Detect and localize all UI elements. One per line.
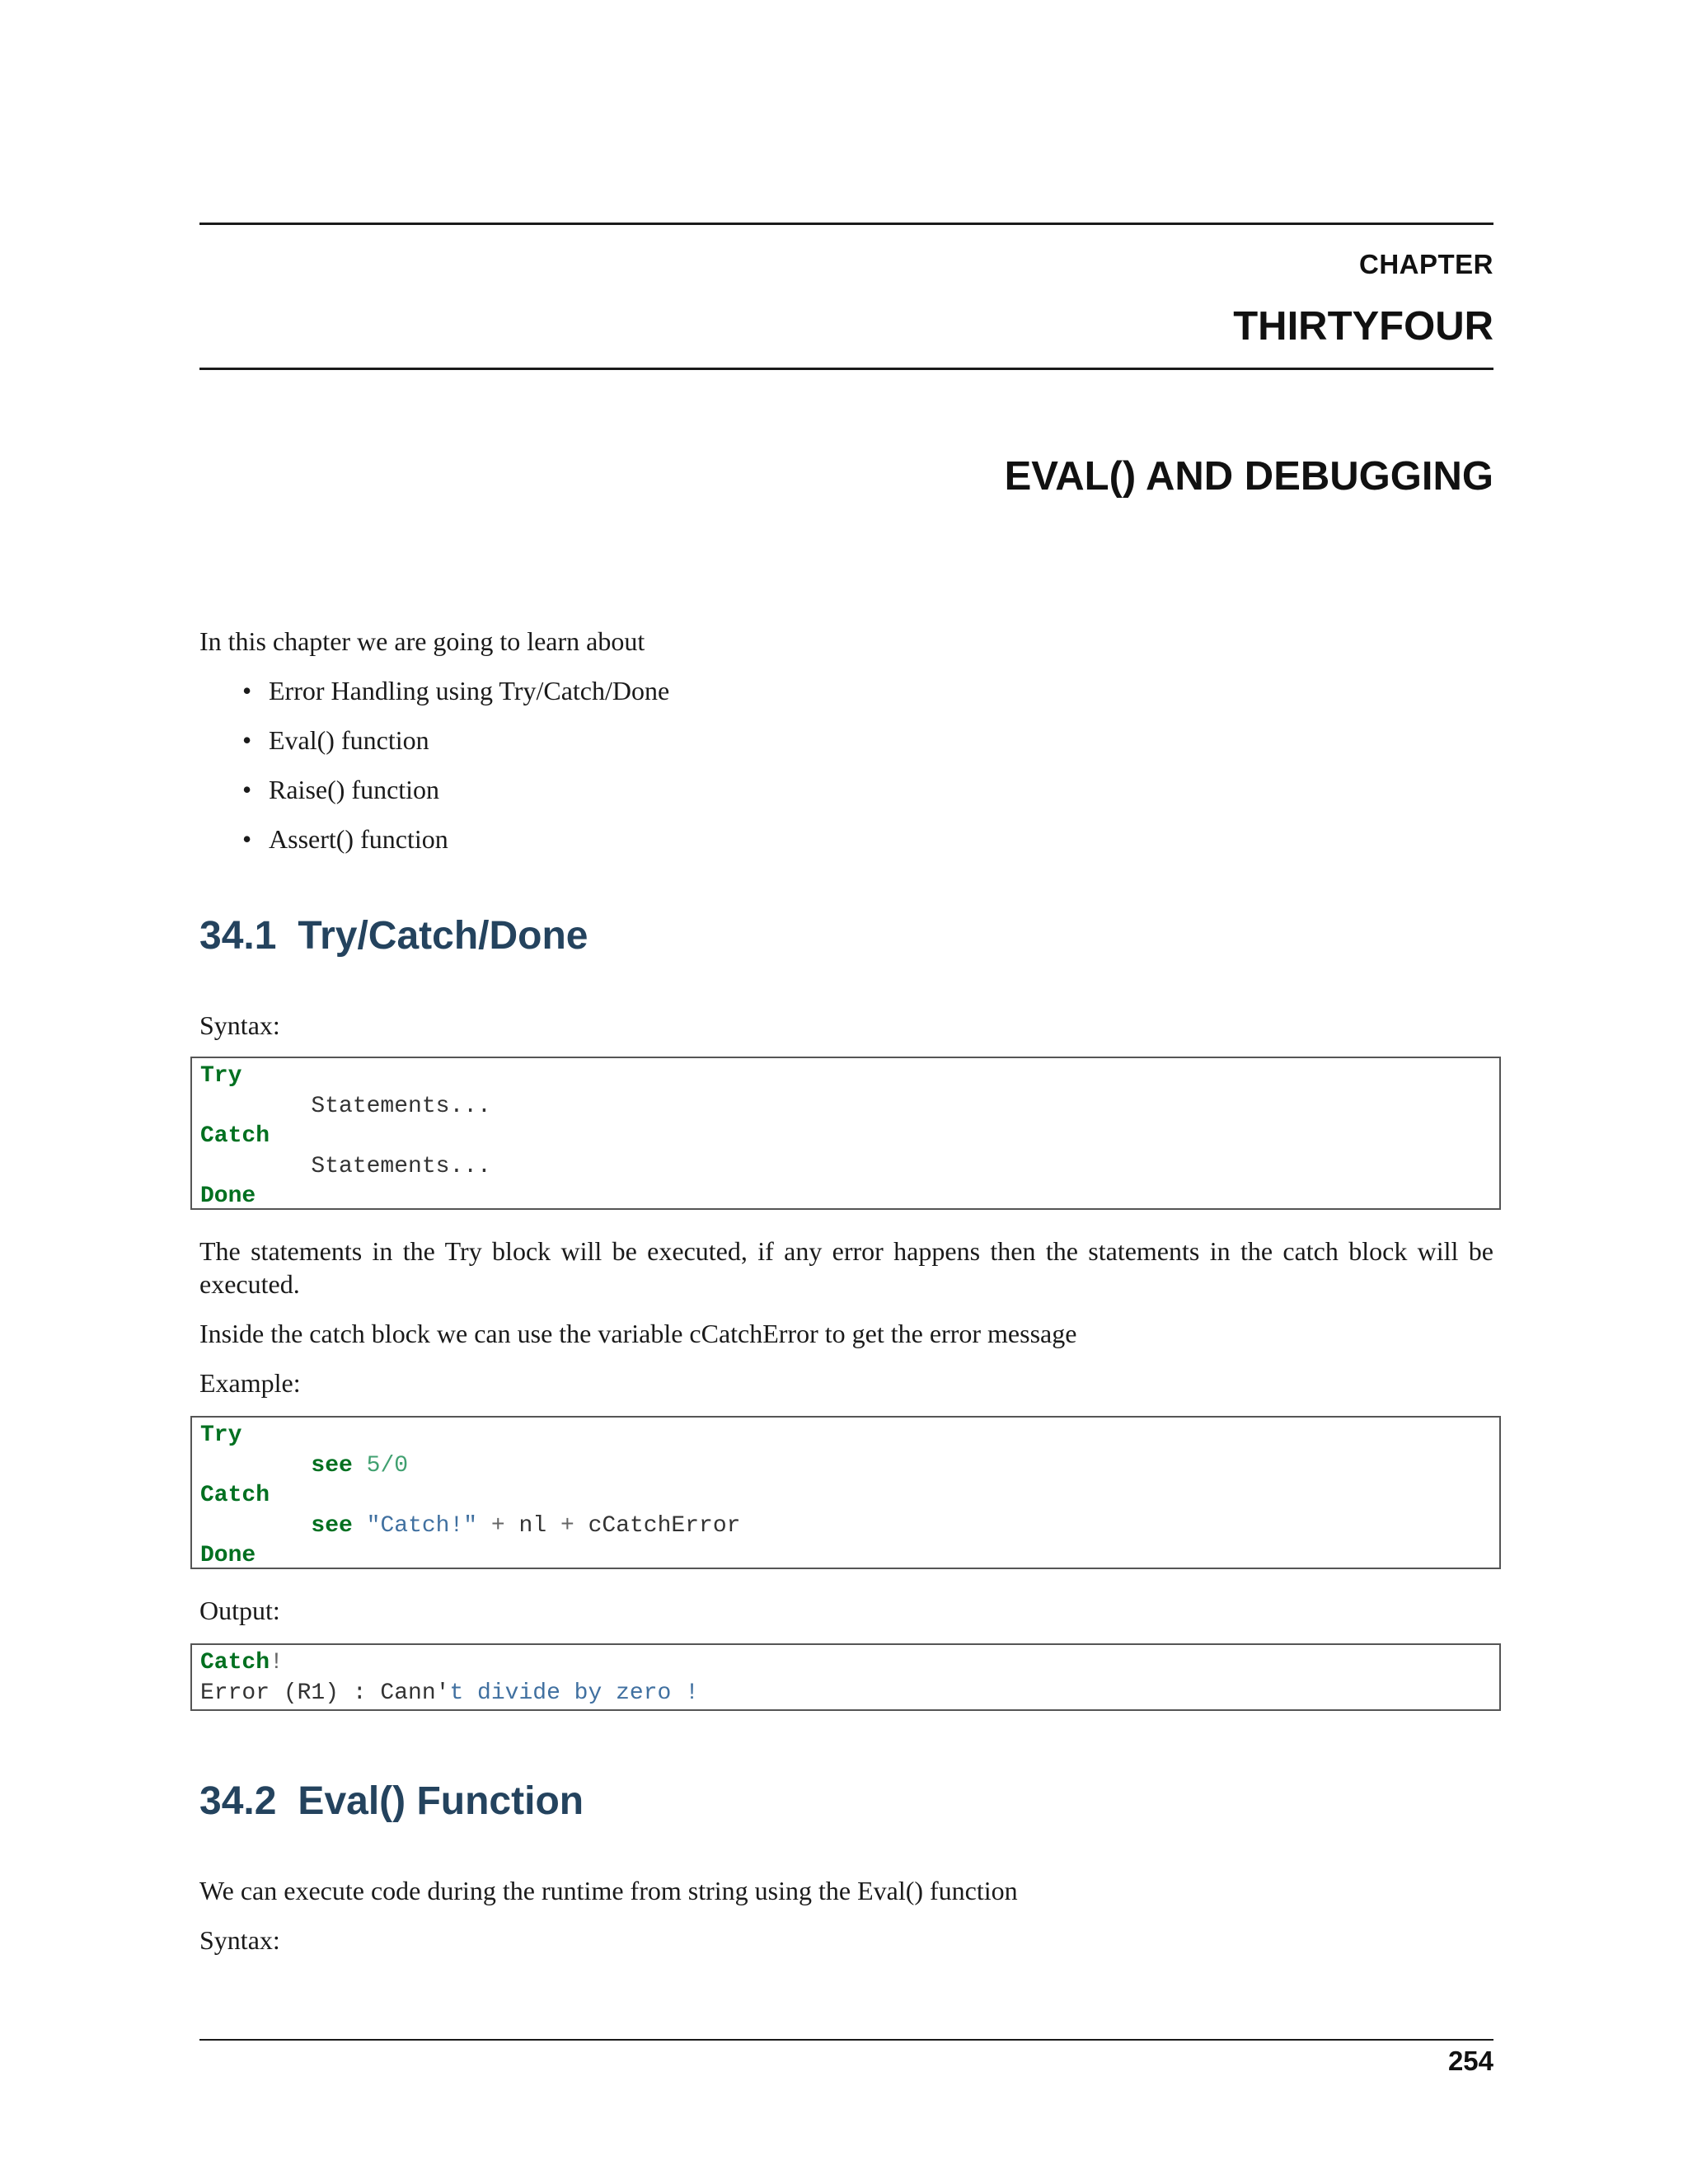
chapter-title: EVAL() AND DEBUGGING	[1004, 454, 1493, 499]
catch-error-description: Inside the catch block we can use the variable cCatchError to get the error message	[199, 1319, 1077, 1348]
try-catch-description: The statements in the Try block will be executed, if any error happens then the statements in the catch block will be executed.	[199, 1236, 1493, 1299]
list-item: • Error Handling using Try/Catch/Done	[242, 676, 670, 705]
section-heading-eval	[199, 1779, 584, 1824]
list-item: • Eval() function	[242, 725, 429, 755]
syntax-code-block: Try Statements... Catch Statements... Done	[190, 1057, 1501, 1210]
document-page	[199, 0, 1493, 2184]
eval-description: We can execute code during the runtime from string using the Eval() function	[199, 1876, 1018, 1905]
bullet-icon: •	[242, 824, 252, 854]
section-title: Try/Catch/Done	[298, 914, 588, 958]
chapter-number: THIRTYFOUR	[1233, 304, 1493, 349]
output-code-block: Catch! Error (R1) : Cann't divide by zero !	[190, 1643, 1501, 1711]
section-number: 34.2	[199, 1779, 277, 1823]
section-number: 34.1	[199, 914, 277, 958]
intro-bullet-list	[199, 674, 669, 872]
chapter-top-rule	[199, 223, 1493, 225]
example-code-block: Try see 5/0 Catch see "Catch!" + nl + cCatchError Done	[190, 1416, 1501, 1569]
example-label: Example:	[199, 1368, 301, 1398]
intro-text: In this chapter we are going to learn about	[199, 626, 645, 656]
syntax-label: Syntax:	[199, 1010, 280, 1040]
list-item: • Raise() function	[242, 775, 440, 804]
section-title: Eval() Function	[298, 1779, 584, 1823]
section-heading-try-catch	[199, 913, 588, 958]
chapter-bottom-rule	[199, 368, 1493, 370]
list-item: • Assert() function	[242, 824, 448, 854]
eval-syntax-label: Syntax:	[199, 1925, 280, 1955]
bullet-icon: •	[242, 725, 252, 755]
bullet-icon: •	[242, 775, 252, 804]
output-label: Output:	[199, 1596, 280, 1625]
page-number: 254	[1447, 2046, 1493, 2076]
bullet-icon: •	[242, 676, 252, 705]
footer-rule	[199, 2039, 1493, 2041]
chapter-label: CHAPTER	[1358, 249, 1493, 279]
